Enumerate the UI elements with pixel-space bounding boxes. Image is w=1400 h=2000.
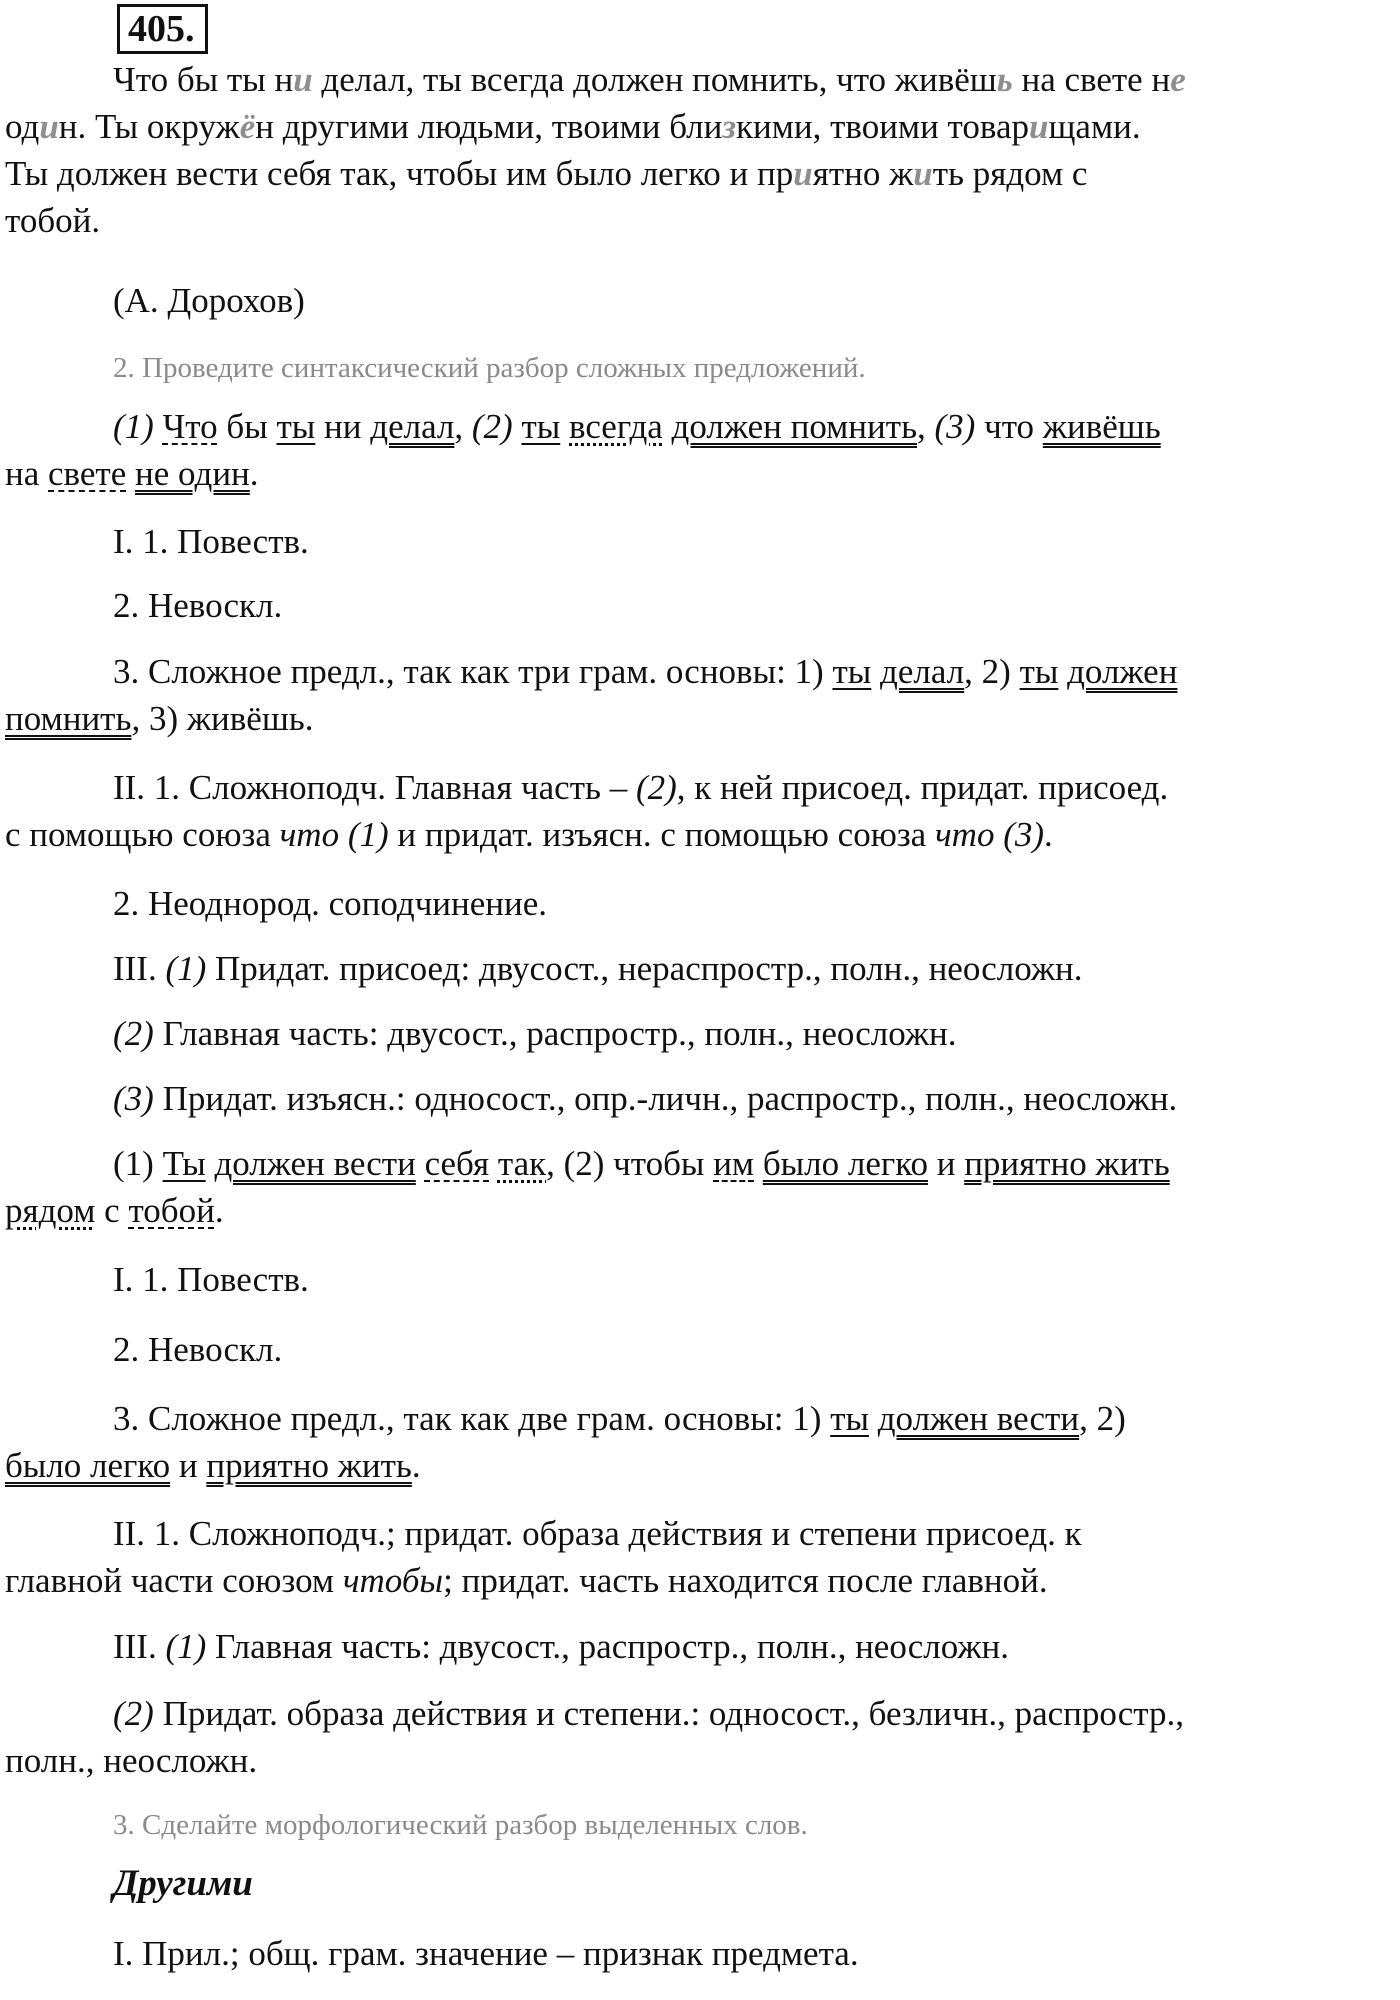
- exercise-number: 405.: [117, 4, 208, 54]
- s1-parse-i1: I. 1. Повеств.: [113, 522, 309, 561]
- s1-parse-ii1: II. 1. Сложноподч. Главная часть – (2), к ней присоед. придат. присоед.: [113, 768, 1169, 807]
- highlighted-letter: е: [1170, 60, 1186, 99]
- s1-parse-i3-line-2: помнить, 3) живёшь.: [5, 699, 314, 738]
- s1-parse-i2: 2. Невоскл.: [113, 586, 283, 625]
- exercise-text-line-3: Ты должен вести себя так, чтобы им было легко и приятно жить рядом с: [5, 154, 1088, 193]
- sentence-1-line-2: на свете не один.: [5, 454, 259, 493]
- s2-parse-iii2: (2) Придат. образа действия и степени.: односост., безличн., распростр.,: [113, 1694, 1185, 1733]
- exercise-text-line-2: один. Ты окружён другими людьми, твоими близкими, твоими товарищами.: [5, 107, 1141, 146]
- highlighted-letter: и: [793, 154, 813, 193]
- exercise-text: Что бы ты ни делал, ты всегда должен помнить, что живёшь на свете не: [113, 60, 1186, 99]
- highlighted-letter: и: [913, 154, 933, 193]
- author: (А. Дорохов): [113, 281, 305, 320]
- exercise-text-line-4: тобой.: [5, 201, 101, 240]
- highlighted-letter: и: [293, 60, 313, 99]
- morph-parse-i: I. Прил.; общ. грам. значение – признак предмета.: [113, 1934, 859, 1973]
- s2-parse-i1: I. 1. Повеств.: [113, 1260, 309, 1299]
- s1-parse-ii1-line-2: с помощью союза что (1) и придат. изъясн. с помощью союза что (3).: [5, 815, 1053, 854]
- s2-parse-ii1: II. 1. Сложноподч.; придат. образа действия и степени присоед. к: [113, 1514, 1082, 1553]
- sentence-2-line-2: рядом с тобой.: [5, 1191, 224, 1230]
- highlighted-letter: и: [1029, 107, 1049, 146]
- s2-parse-i3-line-2: было легко и приятно жить.: [5, 1446, 421, 1485]
- task-2: 2. Проведите синтаксический разбор сложных предложений.: [113, 352, 866, 384]
- highlighted-letter: ё: [239, 107, 256, 146]
- s1-parse-iii2: (2) Главная часть: двусост., распростр., полн., неосложн.: [113, 1014, 957, 1053]
- word-heading: Другими: [113, 1863, 253, 1904]
- highlighted-letter: ь: [996, 60, 1013, 99]
- s1-parse-ii2: 2. Неоднород. соподчинение.: [113, 884, 548, 923]
- s2-parse-i2: 2. Невоскл.: [113, 1330, 283, 1369]
- highlighted-letter: и: [39, 107, 59, 146]
- s2-parse-iii1: III. (1) Главная часть: двусост., распростр., полн., неосложн.: [113, 1627, 1009, 1666]
- highlighted-letter: з: [722, 107, 736, 146]
- task-3: 3. Сделайте морфологический разбор выделенных слов.: [113, 1809, 808, 1841]
- s1-parse-iii3: (3) Придат. изъясн.: односост., опр.-личн., распростр., полн., неосложн.: [113, 1079, 1178, 1118]
- s2-parse-i3: 3. Сложное предл., так как две грам. основы: 1) ты должен вести, 2): [113, 1399, 1126, 1438]
- s1-parse-iii1: III. (1) Придат. присоед: двусост., нераспростр., полн., неосложн.: [113, 949, 1083, 988]
- s2-parse-iii2-line-2: полн., неосложн.: [5, 1741, 258, 1780]
- sentence-1: (1) Что бы ты ни делал, (2) ты всегда должен помнить, (3) что живёшь: [113, 407, 1161, 446]
- s2-parse-ii1-line-2: главной части союзом чтобы; придат. часть находится после главной.: [5, 1561, 1048, 1600]
- s1-parse-i3: 3. Сложное предл., так как три грам. основы: 1) ты делал, 2) ты должен: [113, 652, 1178, 691]
- sentence-2: (1) Ты должен вести себя так, (2) чтобы им было легко и приятно жить: [113, 1144, 1170, 1183]
